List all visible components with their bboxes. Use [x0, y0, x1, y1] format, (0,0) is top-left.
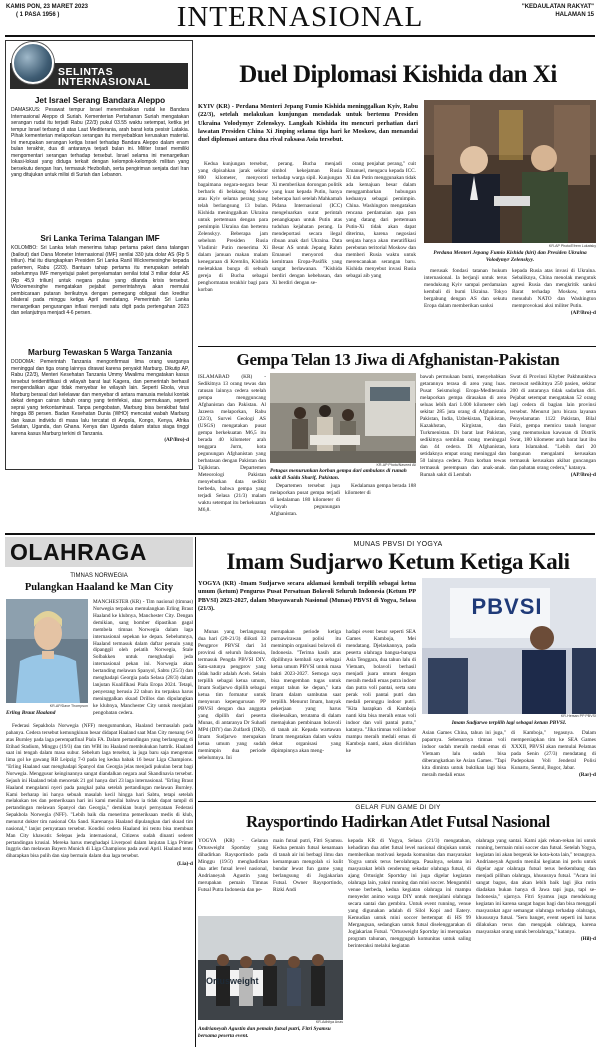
headline-gempa: Gempa Telan 13 Jiwa di Afghanistan-Pakistan	[236, 350, 560, 369]
haaland-lede-text: MANCHESTER (KR) - Tim nasional (timnas) Norwegia terpaksa memulangkan Erling Braut Haaland ke klubnya, Manchester City. Dengan demikian, sang bomber dipastikan gagal membela timnas Norwegia dalam laga internasional sepekan ke depan. Sebelumnya, Haaland termasuk dalam daftar pemain yang dipanggil oleh pelatih Norwegia, Stale Solbakken untuk menghadapi jeda internasional pekan ini. Norwegia akan bertanding melawan Spanyol, Sabtu (25/3) dan menghadapi Georgia pada Selasa (28/3) dalam lanjutan Kualifikasi Piala Eropa 2024. Tetapi, penyerang berusia 22 tahun itu terpaksa harus meninggalkan skuad Drillos dan dipulangkan ke klubnya, Manchester City untuk menjalani pengobatan cedera.	[93, 599, 193, 716]
credit-futsal: KR-Adhitya Anas	[315, 1020, 343, 1024]
futsal-col-2	[273, 838, 343, 916]
imam-text-3: hadapi event besar seperti SEA Games Kamboja, Mei mendatang. Djelaskannya, pada peserta olahraga bangsa-bangsa Asia Tenggara, dua tahun lalu di Vietnam, bolavoli berhasil menjadi juara umum dengan meraih medali emas putra indoor dan putra voli pantai, serta satu perak voli pantai putri dan medali perunggu indoor putri. "Kita harapkan di Kamboja nanti kita bisa meraih emas voli indoor dan voli pantai putra," katanya. "Jika timnas voli indoor mampu meraih medali emas di Kamboja nanti, akan dicirikhan ke	[346, 629, 417, 754]
gempa-text-1: ISLAMABAD (KR) - Sedikitnya 13 orang tewas dan ratusan lainnya cedera setelah gempa mengguncang Afghanistan dan Pakistan. Al Jazeera melaporkan, Rabu (22/3), Survei Geologi AS (USGS) mengatakan pusat gempa berkekuatan M6,5 itu berada 40 kilometer arah tenggara Jurm, kota pegunungan Afghanistan yang berbatasan dengan Pakistan dan Tajikistan. Departemen Meteorologi Pakistan menyebutkan data sedikit berbeda, bahwa gempa yang terjadi Selasa (21/3) malam waktu setempat itu berkekuatan M6,8.	[198, 374, 266, 513]
rule-vertical-sport	[195, 537, 196, 1047]
kishida-col-2	[272, 161, 342, 339]
imam-text-4: Asian Games China, tahun ini juga," paparnya. Sebenarnya timnas voli indoor sudah meraih medali emas di Vietnam lalu sudah bisa diberangkatkan ke Asian Games. "Tapi kita diminta untuk buktikan lagi bisa meraih medali emas	[422, 730, 506, 778]
gempa-col-2	[270, 483, 340, 529]
sidebar-story-aleppo	[11, 96, 189, 179]
kishida-text-4: merusak fondasi tatanan hukum internasional. Ia berjanji untuk terus mendukung Kyiv sampai perdamaian kembali di bumi Ukraina. Tokyo bergabung dengan AS dan sekutu Eropa dalam memberikan sanksi	[424, 268, 507, 309]
kishida-col-5	[512, 268, 596, 340]
futsal-text-2: main futsal putri, Fitri Syamsu. Kedua pemain futsal kenamaan di tanah air ini berbagi ilmu dan kemampuan mengolah si kulit bundar lewat fun game yang berlangsung di Jogjakarian Futsal. Owner Raysportindo, Rizki Andi	[273, 838, 343, 893]
globe-icon	[12, 42, 54, 84]
caption-kishida: Perdana Menteri Jepang Fumio Kishida (kiri) dan Presiden Ukraina Volodymyr Zelenskyy.	[433, 250, 587, 263]
photo-futsal	[198, 916, 343, 1020]
futsal-col-1	[198, 838, 268, 916]
futsal-brand-text: Ortusweight	[206, 976, 259, 986]
kishida-photo-illustration	[424, 100, 596, 243]
kishida-col-3	[346, 161, 416, 339]
imam-col-3	[346, 629, 416, 757]
kishida-sign: (AP/Bro)-d	[570, 310, 596, 317]
imam-text-5: di Kamboja," tegasnya. Dalam mempersiapkan tim ke SEA Games XXXII, PBVSI akan memulai Pelatnas pada Senin (27/3) mendatang di Padepokan Voli Jenderal Polisi Kunarto, Sentul, Bogor, Jabar.	[511, 730, 596, 771]
sidebar-story-marburg	[11, 348, 189, 444]
haaland-sign: (Lia)-d	[177, 860, 193, 867]
sidebar-headline-aleppo: Jet Israel Serang Bandara Aleppo	[34, 96, 166, 105]
caption-haaland: Erling Braut Haaland	[6, 710, 56, 716]
haaland-kicker: TIMNAS NORWEGIA	[70, 573, 128, 579]
kishida-text-3: orang penjahat perang," cuit Emanuel, mengacu kepada ICC. Xi dan Putin menggunakan tidak ada kemajuan besar dalam menggambarkan hubungan keduanya sebagai pemimpin. China. Washington mengatakan rencana perdamaian apa pun yang datang dari pertemuan Putin-Xi tidak akan dapat diterima, karena negosiasi senjata hanya akan meratifikasi perebutan teritorial Moskow dan memberi Rusia waktu untuk merencanakan serangan baru. Kishida menyebut invasi Rusia sebagai aib yang	[346, 161, 416, 279]
kishida-col-1	[198, 161, 268, 339]
gempa-text-2: Departemen tersebut juga melaporkan pusat gempa terjadi di kedalaman 180 kilometer di wilayah pegunungan Afghanistan.	[270, 483, 340, 517]
credit-haaland: KR-AP/Dave Thompson	[49, 704, 88, 708]
futsal-text-3: kepada KR di Yogya, Selasa (21/3) mengatakan, kehadiran dua atlet futsal level nasional ditujukan untuk memberikan motivasi kepada komunitas dan masyarakat Yogya untuk terus berolahraga. Pasalnya, selama ini masyarakat lebih cenderung sekadar olahraga futsal, di ajang Ortusight Sportday ini juga digelar kegiatan olahraga lain, yakni running dan mini soccer. Mengambil venue berbeda, kedua kegiatan olahraga ini mampu menyedot animo warga DIY untuk menjalani olahraga secara santai dan gembira. Untuk event running, venue yang digunakan adalah di Silol Kopi and Eatery. Kemudian untuk mini soccer bertempat di HS 99 Mergangsan, sedangkan untuk futsal diselenggarakan di Jogjakarian Futsal. "Ortusweight Sportday ini merupakan program tahunan, menggugah komunitas untuk saling berinteraksi melalui kegiatan	[348, 838, 471, 949]
imam-kicker: MUNAS PBVSI DI YOGYA	[353, 541, 443, 548]
sidebar-story-srilanka	[11, 234, 189, 317]
rule-section-divider	[5, 533, 595, 535]
futsal-headline: Raysportindo Hadirkan Atlet Futsal Nasional	[246, 812, 550, 831]
credit-imam: KR-Hersan PP PBVSI	[560, 714, 596, 718]
issue-date-text: KAMIS PON, 23 MARET 2023	[6, 4, 89, 10]
futsal-text-4: olahraga yang santai. Kami ajak rekan-rekan ini untuk running, bermain mini soccer dan futsal. Setelah Yogya, kegiatan ini akan bergerak ke kota-kota lain," terangnya. Andrianeyah Agustin menilai kegiatan ini perlu untuk digelar agar olahraga futsal terus berkembang dan menjadi pilihan olahraga, khususnya futsal. "Acara ini sangat bagus, dan akan lebih baik lagi jika rutin diadakan bukan hanya di Jawa tapi juga, tapi se-Indonesia," ujarnya. Fitri Syamsu juga mendukung kegiatan ini karena sangat bagus bagi dan bisa menggali masyarakat agar semangat olahraga terhadap olahraga, khususnya futsal. "Seru banget, event seperti ini harus dilakukan terus dan mengajak olahraga, karena masyarakat orang untuk berolahraga," katanya.	[476, 838, 596, 935]
sidebar-body-aleppo: DAMASKUS: Pesawat tempur Israel menembakkan rudal ke Bandara Internasional Aleppo di Suriah. Kementerian Pertahanan Suriah mengatakan serangan rudal itu terjadi Rabu (22/3) pukul 03.55 waktu setempat, ketika jet tempur Israel terbang di atas Laut Mediterania, arah barat kota pesisir Latakia. Pihak kementerian melaporkan serangan itu menyebabkan kerusakan material. Ini merupakan serangan ketiga Israel terhadap Bandara Aleppo dalam enam bulan terakhir, dua di antaranya terjadi bulan ini. Militer Israel memiliki mengomentari serangan terhadap tersebut. Israel selama ini menargetkan lokasi-lokasi yang diduga terkait dengan kelompok-kelompok militan yang bersekutu dengan Iran, termasuk Hezbollah, serta pengiriman senjata dari Iran yang ditujukan untuk milisi di Suriah dan Lebanon.	[11, 107, 189, 179]
gempa-photo-illustration	[270, 373, 416, 463]
rule-kishida-gempa	[198, 346, 596, 347]
imam-text-1: Munas yang berlangsung dua hari (20-21/3) diikuti 33 Pengprov PBVSI dari 34 provinsi di seluruh Indonesia, termasuk Pengda PBVSI DIY. Satu-satunya pengprov yang tidak hadir adalah Aceh. Selain terpilih sebagai ketua umum, Imam Sudjarwo dipilih sebagai ketua tim formatur untuk menyusun kepengurusan PP PBVSI dengan dua anggota yang dipilih dari peserta Munas, di antaranya Dr Suhadi MPd (DIY) dan Zulfardi (DKI). Imam Sudjarwo merupakan ketua umum yang sudah memimpin dua periode sebelumnya. Ini	[198, 629, 266, 761]
photo-kishida-zelenskyy	[424, 100, 596, 243]
paper-info	[460, 4, 594, 20]
photo-gempa	[270, 373, 416, 463]
kishida-text-5: kepada Rusia atas invasi di Ukraina. Sebaliknya, China menolak mengutuk agresi Rusia dan mengkritik sanksi Barat terhadap Moskow, serta menuduh NATO dan Washington memprovokasi aksi militer Putin.	[512, 268, 596, 309]
sidebar-sign: (AP/Bro)-d	[164, 437, 189, 444]
issue-date	[6, 4, 146, 20]
gempa-col-3	[345, 483, 416, 529]
gempa-col-1	[198, 374, 266, 513]
gempa-col-5	[510, 374, 596, 529]
paper-name: "KEDAULATAN RAKYAT"	[521, 4, 594, 10]
caption-futsal: Andrianeyah Agustin dan pemain futsal putri, Fitri Syamsu bersama peserta event.	[198, 1026, 331, 1039]
imam-sign: (Rar)-d	[578, 772, 596, 779]
imam-col-2	[271, 629, 341, 757]
imam-headline: Imam Sudjarwo Ketum Ketiga Kali	[226, 549, 570, 574]
issue-pasa: ( 1 PASA 1956 )	[16, 11, 60, 18]
futsal-col-3	[348, 838, 471, 1048]
gempa-col-4	[420, 374, 506, 529]
futsal-text-1: YOGYA (KR) - Gelaran Ortusweight Sportday yang dihadirkan Raysportindo pada Minggu (19/3) menghadirkan dua atlet futsal level nasional, Andrianeyah Agustin yang merupakan pemain Timnas Futsal Putra Indonesia dan pe-	[198, 838, 268, 893]
haaland-headline: Pulangkan Haaland ke Man City	[24, 582, 174, 593]
futsal-kicker: GELAR FUN GAME DI DIY	[355, 804, 441, 811]
imam-banner: PBVSI	[471, 594, 543, 619]
masthead-rule	[5, 35, 595, 37]
haaland-photo-illustration	[6, 599, 88, 703]
caption-gempa: Petugas menurunkan korban gempa dari ambulans di rumah sakit di Saidu Sharif, Pakistan.	[270, 468, 407, 481]
credit-gempa: KR-AP Photo/Naveed Ali	[376, 463, 416, 467]
futsal-col-4	[476, 838, 596, 1048]
futsal-photo-illustration	[198, 916, 343, 1020]
olahraga-label: OLAHRAGA	[10, 539, 147, 565]
rule-imam-futsal	[198, 801, 596, 802]
credit-kishida: KR-AP Photo/Efrem Lukatsky	[548, 244, 596, 248]
sidebar-headline-marburg: Marburg Tewaskan 5 Warga Tanzania	[27, 348, 173, 357]
imam-col-4	[422, 730, 506, 790]
imam-col-5	[511, 730, 596, 790]
imam-col-1	[198, 629, 266, 761]
kishida-text-1: Kedua kunjungan tersebut, yang dipisahkan jarak sekitar 800 kilometer, menyoroti bagaimana negara-negara besar berbaris di belakang Moskow atau Kyiv selama perang yang telah berlangsung 13 bulan. Kishida meninggalkan Ukraina untuk pertemuan dengan para pemimpin Ukraina dan bertemu Zelenskyy. Beberapa jam sebelum Presiden Rusia Vladimir Putin menerima Xi dalam jamuan makan malam kenegaraan di Kremlin, Kishida meletakkan bunga di sebuah gereja di Bucha sebagai penghormatan terakhir bagi para korban	[198, 161, 268, 293]
kishida-text-2: perang. Bucha menjadi simbol kekejaman Rusia terhadap warga sipil. Kunjungan Xi memberikan dorongan politik yang kuat kepada Putin, hanya beberapa hari setelah Mahkamah Pidana Internasional (ICC) mengeluarkan surat perintah penangkapan untuk Putin atas tuduhan kejahatan perang. Ia mendeportasi secara ilegal ribuan anak dari Ukraina. Data Besar AS untuk Jepang Rahm Emanuel menyoroti dua kemitraan Eropa-Pasifik yang sangat berlawanan. "Kishida berdiri dengan kebebasan, dan Xi berdiri dengan se-	[272, 161, 342, 286]
sidebar-body-marburg: DODOMA: Pemerintah Tanzania mengonfirmasi lima orang warganya meninggal dan tiga orang lainnya dirawat karena penyakit Marburg. Dikutip AP, Rabu (22/3), Menteri Kesehatan Tanzania Ummy Mwalimu mengatakan kasus tersebut teridentifikasi di wilayah barat laut Kagera, dan pemerintah berhasil mengendalikan agar tidak menyebar ke wilayah lain. Seperti Ebola, virus Marburg berasal dari kelelawar dan menyebar di antara manusia melalui kontak dekat dengan cairan tubuh orang yang terinfeksi, atau permukaan, seperti seprai yang terkontaminasi. Tanpa pengobatan, Marburg bisa berakibat fatal hingga 88 persen. Badan Kesehatan Dunia (WHO) mencatat wabah Marburg dan kasus individu di masa lalu tercatat di Angola, Kongo, Kenya, Afrika Selatan, Uganda, dan Ghana. Kenya dan Uganda dalam status siaga tinggi karena kasus Marburg terkini di Tanzania.	[11, 359, 189, 437]
photo-haaland	[6, 599, 88, 703]
kishida-col-4	[424, 268, 507, 340]
caption-imam: Imam Sudjarwo terpilih lagi sebagai ketum PBVSI.	[451, 720, 567, 726]
gempa-text-3: Kedalaman gempa berada 188 kilometer di	[345, 483, 416, 496]
sidebar-body-srilanka: KOLOMBO: Sri Lanka telah menerima tahap pertama paket dana talangan (bailout) dari Dana Moneter Internasional (IMF) senilai 330 juta dolar AS (Rp 5 triliun). Hal itu diungkapkan Presiden Sri Lanka Ranil Wickremesinghe kepada parlemen, Rabu (22/3). Bantuan tahap pertama itu merupakan setelah sebelumnya IMF menyetujui paket penyelamatan senilai total 3 miliar dolar AS (Rp 45,9 triliun) untuk negara pulau yang dilanda krisis tersebut. Wickremesinghe mengatakan pejabat pemerintahnya akan memulai pembicaraan putaran berikutnya dengan pemegang obligasi dan kreditur bilateral pada minggu ketiga April mendatang. Pemerintah Sri Lanka menargetkan pengurangan inflasi menjadi satu digit pada pertengahan 2023 dan selanjutnya menjadi 4-6 persen.	[11, 245, 189, 317]
gempa-text-5: Swat di Provinsi Khyber Pakhtunkhwa merawat sedikitnya 250 pasien, sekitar 200 di antaranya tidak sadarkan diri. Pejabat setempat mengatakan 52 orang lagi cedera di bagian lain provinsi tersebut. Menurut juru bicara layanan Penyelamatan 1122 Pakistan, Bilal Faizi, gempa memicu tanah longsor yang memutuskan kawasan di Distrik Swat, 180 kilometer arah barat laut ibu kota Islamabad. "Lebih dari 20 bangunan mengalami kerusakan termasuk kerusakan akibat guncangan dan pahatan orang cedera," katanya.	[510, 374, 596, 471]
headline-kishida: Duel Diplomasi Kishida dan Xi	[239, 61, 557, 88]
section-title: INTERNASIONAL	[176, 1, 424, 33]
haaland-body-text: Federasi Sepakbola Norwegia (NFF) mengumumkan, Haaland bermasalah pada pahanya. Cedera tersebut kemungkinan besar didapat Haaland saat Man City menang 6-0 atas Burnley pada laga perempatfinal Piala FA. Dalam pertandingan yang berlangsung di Etihad Stadium, Minggu (19/3) dan tim WBI itu Haaland membukukan hattrik. Haaland saat ini tengah dalam masa subur. Sebelum laga tersebut, ia juga baru saja mengemas lima gol ke gawang RB Leipzig 7-0 pada leg kedua babak 16 besar Liga Champions. "Erling Haaland saat menghadapi Spanyol dan Georgia jelas menjadi pukulan berat bagi Norwegia. Menggusur keinginannya sangat diandalkan negara asal Skandinavia tersebut. Sejauh ini Haaland telah mencetak 21 gol hanya dari 23 laga internasional. "Erling Braut Haaland mengalami nyeri pada pangkal paha setelah pertandingan melawan Burnley. Kami berharap ini hanya sebuah masalah kecil hingga hari Sabtu, tetapi setelah melakukan tes dan pemeriksaan hari ini kami menilai bahwa ia tidak dapat tampil di pertandingan melawan Spanyol dan Georgia," demikian bunyi pernyataan Federasi Sepakbola Norwegia (NFF). "Lebih baik dia menerima pemeriksaan medis di klub, menurut dokter tim nasional Ola Sand. Karenanya Haaland dipulangkan dari skuad tim nasional," lanjut pernyataan tersebut. Kondisi cedera Haaland ini tentu bisa membuat Man City khawatir. Selepas jeda internasional, Citizens sudah dinanti sederet pertandingan krusial. Mereka harus menghadapi Liverpool dalam lanjutan Liga Primer Inggris dan melawan Bayern Munich di Liga Champions pada awal April. Haaland tentu diharapkan bisa pulih dan siap bermain dalam dua laga tersebut.	[6, 723, 193, 860]
haaland-lede-col	[93, 599, 193, 725]
futsal-sign: (Hil)-d	[580, 936, 596, 943]
gempa-sign: (AP/Bro)-d	[570, 472, 596, 479]
haaland-body-col	[6, 723, 193, 1048]
imam-lede: YOGYA (KR) -Imam Sudjarwo secara aklamasi kembali terpilih sebagai ketua umum (ketum) Pengurus Pusat Persatuan Bolavoli Seluruh Indonesia (Ketum PP PBVSI) 2023-2027, dalam Musyawarah Nasional (Munas) PBVSI di Yogya, Selasa (21/3).	[198, 580, 416, 612]
imam-text-2: merupakan periode ketiga purnawirawan polisi itu memimpin organisasi bolavoli di Indonesia. "Terima kasih atas dipilihnya kembali saya sebagai ketua umum PBVSI untuk masa bakti 2023-2027. Semoga saya bisa mengemban tugas untuk empat tahun ke depan," kata Imam dalam sambutan saat terpilih. Menurut Imam, banyak pekerjaan yang harus diselesaikan, terutama di dalam memajukan pembinaan bolavoli di tanah air. Kepada wartawan Imam mengatakan dalam waktu dekat organisasi yang dipimpinnya akan meng-	[271, 629, 341, 754]
lede-kishida: KYIV (KR) - Perdana Menteri Jepang Fumio Kishida meninggalkan Kyiv, Rabu (22/3), setelah melakukan kunjungan mendadak untuk bertemu Presiden Ukraina Volodymyr Zelenskyy. Langkah Kishida itu mencuri perhatian dari lawatan Presiden China Xi Jinping selama tiga hari ke Moskow, dan menandai duel diplomasi antara dua rival raksasa Asia tersebut.	[198, 103, 418, 144]
gempa-text-4: bawah permukaan bumi, menyebabkan getarannya terasa di area yang luas. Pusat Seismologi Eropa-Mediterania melaporkan gempa dirasakan di area seluas lebih dari 1.000 kilometer oleh sekitar 285 juta orang di Afghanistan, Pakistan, India, Uzbekistan, Tajikistan, Kazakhstan, Kirgistan, dan Turkmenistan. Di barat laut Pakistan, sedikitnya sembilan orang meninggal dan 44 cedera. Di Afghanistan, setidaknya empat orang meninggal dan 50 lainnya cedera. Para korban tewas termasuk perempuan dan anak-anak. Rumah sakit di Lembah	[420, 374, 506, 478]
page-number: HALAMAN 15	[555, 11, 594, 18]
sidebar-headline-srilanka: Sri Lanka Terima Talangan IMF	[40, 234, 160, 243]
sidebar-title: SELINTAS INTERNASIONAL	[58, 66, 151, 88]
